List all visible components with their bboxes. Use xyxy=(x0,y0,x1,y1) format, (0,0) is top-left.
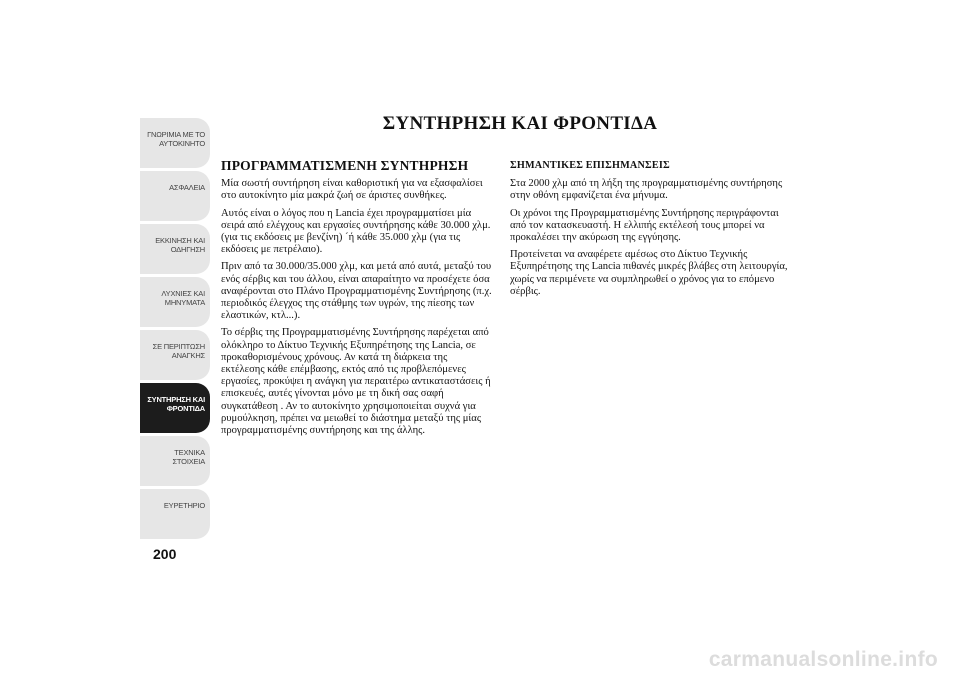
right-column xyxy=(510,160,792,303)
tab-technical-data[interactable]: ΤΕΧΝΙΚΑ ΣΤΟΙΧΕΙΑ xyxy=(140,436,210,486)
notes-heading: ΣΗΜΑΝΤΙΚΕΣ ΕΠΙΣΗΜΑΝΣΕΙΣ xyxy=(510,160,670,171)
watermark: carmanualsonline.info xyxy=(708,648,938,671)
tab-emergency[interactable]: ΣΕ ΠΕΡΙΠΤΩΣΗ ΑΝΑΓΚΗΣ xyxy=(140,330,210,380)
tab-getting-to-know[interactable]: ΓΝΩΡΙΜΙΑ ΜΕ ΤΟ ΑΥΤΟΚΙΝΗΤΟ xyxy=(140,118,210,168)
paragraph: Προτείνεται να αναφέρετε αμέσως στο Δίκτυο Τεχνικής Εξυπηρέτησης της Lancia πιθανές μικρές βλάβες στη λειτουργία, χωρίς να περιμένετε να συμπληρωθεί ο χρόνος για το επόμενο σέρβις. xyxy=(510,249,788,297)
page-number: 200 xyxy=(153,546,177,562)
paragraph: Το σέρβις της Προγραμματισμένης Συντήρησης παρέχεται από ολόκληρο το Δίκτυο Τεχνικής Εξυπηρέτησης της Lancia, σε προκαθορισμένους χρόνους. Αν κατά τη διάρκεια της εκτέλεσης κάθε επέμβασης, εκτός από τις προβλεπόμενες εργασίες, προκύψει η ανάγκη για περαιτέρω αντικαταστάσεις ή επισκευές, αυτές γίνονται μόνο με τη δική σας σαφή συγκατάθεση . Αν το αυτοκίνητο χρησιμοποιείται συχνά για ρυμούλκηση, πρέπει να μειωθεί το διάστημα μεταξύ της μίας προγραμματισμένης συντήρησης και της άλλης. xyxy=(221,327,491,437)
chapter-tabs xyxy=(140,118,210,542)
paragraph: Στα 2000 χλμ από τη λήξη της προγραμματισμένης συντήρησης στην οθόνη εμφανίζεται ένα μήνυμα. xyxy=(510,178,783,202)
paragraph: Οι χρόνοι της Προγραμματισμένης Συντήρησης περιγράφονται από τον κατασκευαστή. Η ελλιπής εκτέλεσή τους μπορεί να προκαλέσει την ακύρωση της εγγύησης. xyxy=(510,207,779,244)
tab-starting-driving[interactable]: ΕΚΚΙΝΗΣΗ ΚΑΙ ΟΔΗΓΗΣΗ xyxy=(140,224,210,274)
paragraph: Πριν από τα 30.000/35.000 χλμ, και μετά από αυτά, μεταξύ του ενός σέρβις και του άλλου, είναι απαραίτητο να προσέχετε όσα αναφέρονται στο Πλάνο Προγραμματισμένης Συντήρησης (π.χ. περιοδικός έλεγχος της στάθμης των υγρών, της πίεσης των ελαστικών, κτλ...). xyxy=(221,261,492,322)
tab-safety[interactable]: ΑΣΦΑΛΕΙΑ xyxy=(140,171,210,221)
tab-index[interactable]: ΕΥΡΕΤΗΡΙΟ xyxy=(140,489,210,539)
paragraph: Μία σωστή συντήρηση είναι καθοριστική για να εξασφαλίσει στο αυτοκίνητο μία μακρά ζωή σε άριστες συνθήκες. xyxy=(221,178,483,202)
page-title: ΣΥΝΤΗΡΗΣΗ ΚΑΙ ΦΡΟΝΤΙΔΑ xyxy=(382,113,658,134)
paragraph: Αυτός είναι ο λόγος που η Lancia έχει προγραμματίσει μία σειρά από ελέγχους και εργασίες συντήρησης κάθε 30.000 χλμ. (για τις εκδόσεις με βενζίνη) ´ή κάθε 35.000 χλμ (για τις εκδόσεις με πετρέλαιο). xyxy=(221,207,491,256)
section-heading: ΠΡΟΓΡΑΜΜΑΤΙΣΜΕΝΗ ΣΥΝΤΗΡΗΣΗ xyxy=(221,158,469,173)
left-column xyxy=(221,160,493,442)
tab-warning-lights[interactable]: ΛΥΧΝΙΕΣ ΚΑΙ ΜΗΝΥΜΑΤΑ xyxy=(140,277,210,327)
tab-maintenance[interactable]: ΣΥΝΤΗΡΗΣΗ ΚΑΙ ΦΡΟΝΤΙΔΑ xyxy=(140,383,210,433)
